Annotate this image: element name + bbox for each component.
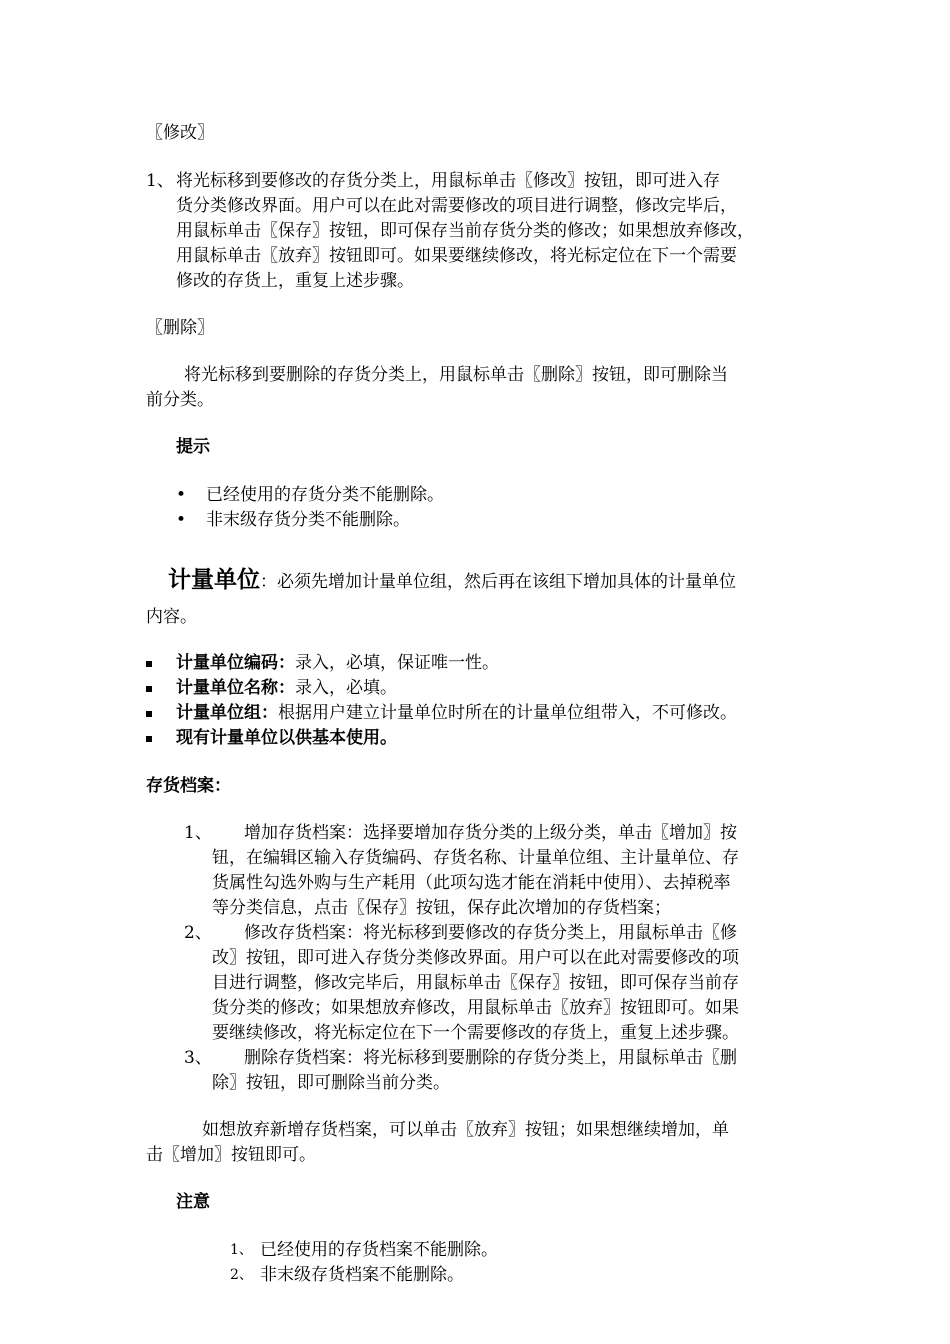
note-item-text: 已经使用的存货档案不能删除。 — [260, 1240, 498, 1260]
square-bullet-icon — [146, 661, 152, 667]
edit-heading: 〖修改〗 — [146, 123, 214, 143]
note-heading: 注意 — [176, 1192, 210, 1212]
edit-item-number: 1、 — [146, 171, 174, 191]
unit-intro-text: ：必须先增加计量单位组，然后再在该组下增加具体的计量单位 — [260, 572, 736, 592]
unit-item — [146, 676, 846, 701]
bullet-dot-icon: • — [176, 510, 187, 530]
archive-line: 除〗按钮，即可删除当前分类。 — [212, 1073, 450, 1093]
tip-bullet-text: 已经使用的存货分类不能删除。 — [206, 485, 444, 505]
unit-item-label: 计量单位组： — [176, 703, 278, 723]
archive-heading: 存货档案： — [146, 776, 231, 796]
edit-line: 用鼠标单击〖放弃〗按钮即可。如果要继续修改，将光标定位在下一个需要 — [176, 246, 737, 266]
unit-intro-line2: 内容。 — [146, 607, 197, 627]
unit-item — [146, 726, 846, 751]
note-item-number: 2、 — [230, 1267, 253, 1283]
delete-heading: 〖删除〗 — [146, 318, 214, 338]
bullet-dot-icon: • — [176, 485, 187, 505]
unit-item-text: 录入，必填，保证唯一性。 — [295, 653, 499, 673]
archive-item-text — [212, 1046, 737, 1096]
delete-line: 前分类。 — [146, 390, 214, 410]
archive-line: 删除存货档案：将光标移到要删除的存货分类上，用鼠标单击〖删 — [244, 1048, 737, 1068]
archive-item-number: 3、 — [184, 1048, 212, 1068]
archive-line: 要继续修改，将光标定位在下一个需要修改的存货上，重复上述步骤。 — [212, 1023, 739, 1043]
square-bullet-icon — [146, 686, 152, 692]
edit-line: 货分类修改界面。用户可以在此对需要修改的项目进行调整，修改完毕后， — [176, 196, 737, 216]
unit-item-label: 现有计量单位以供基本使用。 — [176, 728, 397, 748]
tip-heading: 提示 — [176, 437, 210, 457]
unit-item-text: 根据用户建立计量单位时所在的计量单位组带入，不可修改。 — [278, 703, 737, 723]
archive-line: 增加存货档案：选择要增加存货分类的上级分类，单击〖增加〗按 — [244, 823, 737, 843]
note-item-text: 非末级存货档案不能删除。 — [260, 1265, 464, 1285]
archive-footer-line: 击〖增加〗按钮即可。 — [146, 1145, 316, 1165]
unit-item — [146, 701, 846, 726]
archive-line: 货属性勾选外购与生产耗用（此项勾选才能在消耗中使用）、去掉税率 — [212, 873, 731, 893]
delete-line: 将光标移到要删除的存货分类上，用鼠标单击〖删除〗按钮，即可删除当 — [184, 365, 728, 385]
unit-intro — [168, 565, 736, 597]
unit-item — [146, 651, 846, 676]
archive-footer-line: 如想放弃新增存货档案，可以单击〖放弃〗按钮；如果想继续增加，单 — [202, 1120, 729, 1140]
tip-bullet-text: 非末级存货分类不能删除。 — [206, 510, 410, 530]
archive-item-text — [212, 821, 739, 921]
archive-line: 修改存货档案：将光标移到要修改的存货分类上，用鼠标单击〖修 — [244, 923, 737, 943]
edit-item-text — [176, 169, 754, 294]
archive-line: 等分类信息，点击〖保存〗按钮，保存此次增加的存货档案； — [212, 898, 671, 918]
edit-line: 将光标移到要修改的存货分类上，用鼠标单击〖修改〗按钮，即可进入存 — [176, 171, 720, 191]
note-item-number: 1、 — [230, 1242, 253, 1258]
square-bullet-icon — [146, 736, 152, 742]
square-bullet-icon — [146, 711, 152, 717]
unit-item-label: 计量单位名称： — [176, 678, 295, 698]
archive-line: 改〗按钮，即可进入存货分类修改界面。用户可以在此对需要修改的项 — [212, 948, 739, 968]
archive-line: 目进行调整，修改完毕后，用鼠标单击〖保存〗按钮，即可保存当前存 — [212, 973, 739, 993]
archive-line: 钮，在编辑区输入存货编码、存货名称、计量单位组、主计量单位、存 — [212, 848, 739, 868]
unit-title: 计量单位 — [168, 567, 260, 593]
archive-line: 货分类的修改；如果想放弃修改，用鼠标单击〖放弃〗按钮即可。如果 — [212, 998, 739, 1018]
delete-paragraph — [146, 363, 728, 413]
unit-item-label: 计量单位编码： — [176, 653, 295, 673]
archive-item-number: 1、 — [184, 823, 212, 843]
archive-footer — [146, 1118, 729, 1168]
edit-line: 修改的存货上，重复上述步骤。 — [176, 271, 414, 291]
archive-item-text — [212, 921, 739, 1046]
edit-line: 用鼠标单击〖保存〗按钮，即可保存当前存货分类的修改；如果想放弃修改， — [176, 221, 754, 241]
archive-item-number: 2、 — [184, 923, 212, 943]
unit-item-text: 录入，必填。 — [295, 678, 397, 698]
